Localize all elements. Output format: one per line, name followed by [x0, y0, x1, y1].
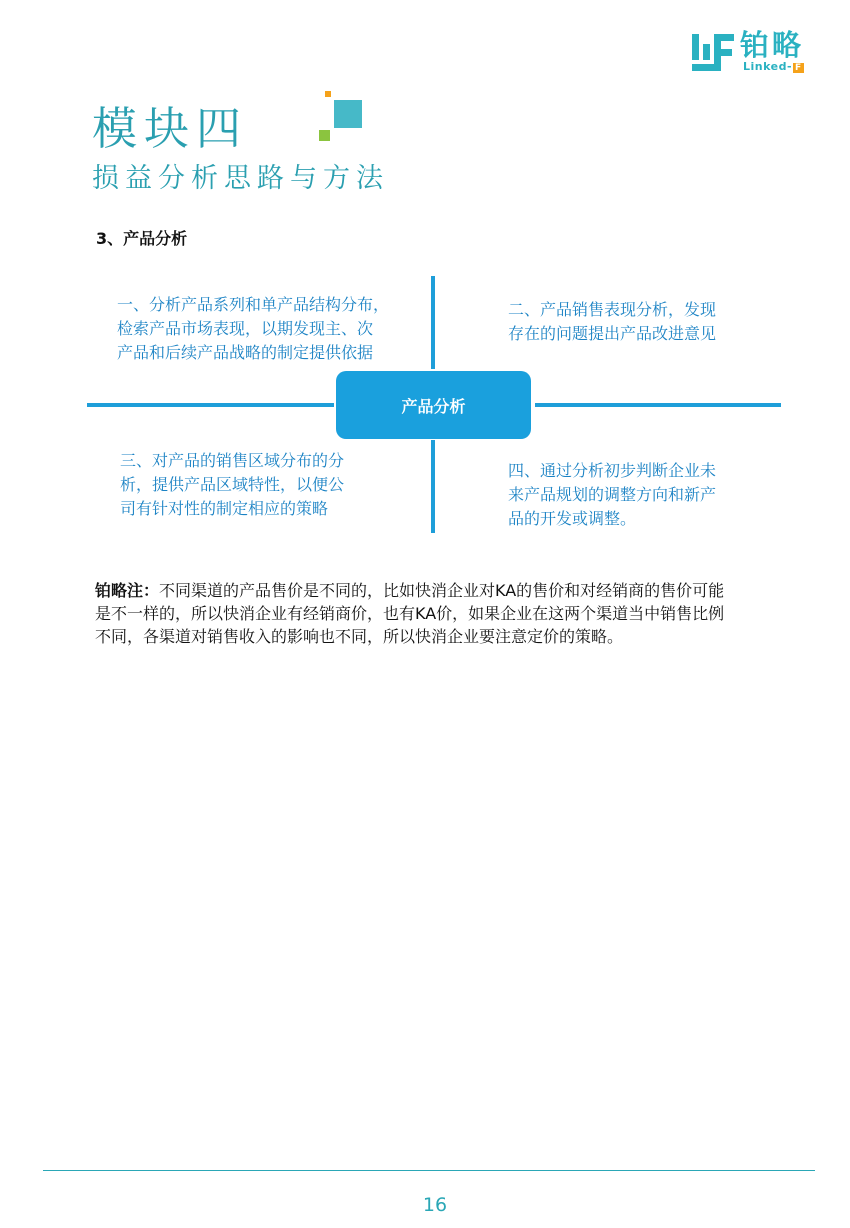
quadrant-bottom-right — [508, 459, 768, 531]
quadrant-line: 司有针对性的制定相应的策略 — [120, 499, 329, 518]
note-label: 铂略注： — [95, 581, 160, 600]
quadrant-line: 品的开发或调整。 — [508, 509, 637, 528]
quadrant-line: 产品和后续产品战略的制定提供依据 — [117, 343, 374, 362]
quadrant-line: 一、分析产品系列和单产品结构分布， — [117, 295, 390, 314]
diagram-axis-top — [431, 276, 435, 369]
quadrant-line: 来产品规划的调整方向和新产 — [508, 485, 717, 504]
brand-name-en-badge: F — [795, 63, 802, 73]
note-line: 是不一样的，所以快消企业有经销商价，也有KA价，如果企业在这两个渠道当中销售比例 — [95, 604, 725, 623]
quadrant-line: 析，提供产品区域特性，以便公 — [120, 475, 345, 494]
brand-name-en-text: Linked- — [743, 60, 793, 73]
footer-divider — [43, 1170, 815, 1171]
quadrant-line: 四、通过分析初步判断企业未 — [508, 461, 717, 480]
decor-square-teal — [334, 100, 362, 128]
note-line: 不同，各渠道对销售收入的影响也不同，所以快消企业要注意定价的策略。 — [95, 627, 624, 646]
decor-square-orange — [325, 91, 331, 97]
note-line — [95, 579, 785, 602]
quadrant-line: 二、产品销售表现分析，发现 — [508, 300, 717, 319]
quadrant-top-right — [508, 298, 768, 346]
brand-logo-mark — [692, 34, 734, 72]
brand-name-en — [743, 61, 804, 73]
page-number: 16 — [422, 1194, 448, 1216]
diagram-center-label: 产品分析 — [401, 396, 466, 416]
diagram-axis-right — [535, 403, 781, 407]
diagram-axis-bottom — [431, 440, 435, 533]
quadrant-line: 三、对产品的销售区域分布的分 — [120, 451, 345, 470]
diagram-axis-left — [87, 403, 334, 407]
quadrant-line: 存在的问题提出产品改进意见 — [508, 324, 717, 343]
note-text: 不同渠道的产品售价是不同的，比如快消企业对KA的售价和对经销商的售价可能 — [159, 581, 725, 600]
brand-name-cn: 铂略 — [740, 28, 805, 62]
decor-square-green — [319, 130, 330, 141]
module-title: 模块四 — [92, 102, 249, 155]
module-subtitle: 损益分析思路与方法 — [92, 163, 389, 194]
note-paragraph — [95, 579, 785, 648]
quadrant-top-left — [117, 293, 417, 365]
quadrant-bottom-left — [120, 449, 400, 521]
diagram-center-box — [336, 371, 531, 439]
section-heading: 3、产品分析 — [96, 229, 188, 248]
quadrant-line: 检索产品市场表现，以期发现主、次 — [117, 319, 374, 338]
